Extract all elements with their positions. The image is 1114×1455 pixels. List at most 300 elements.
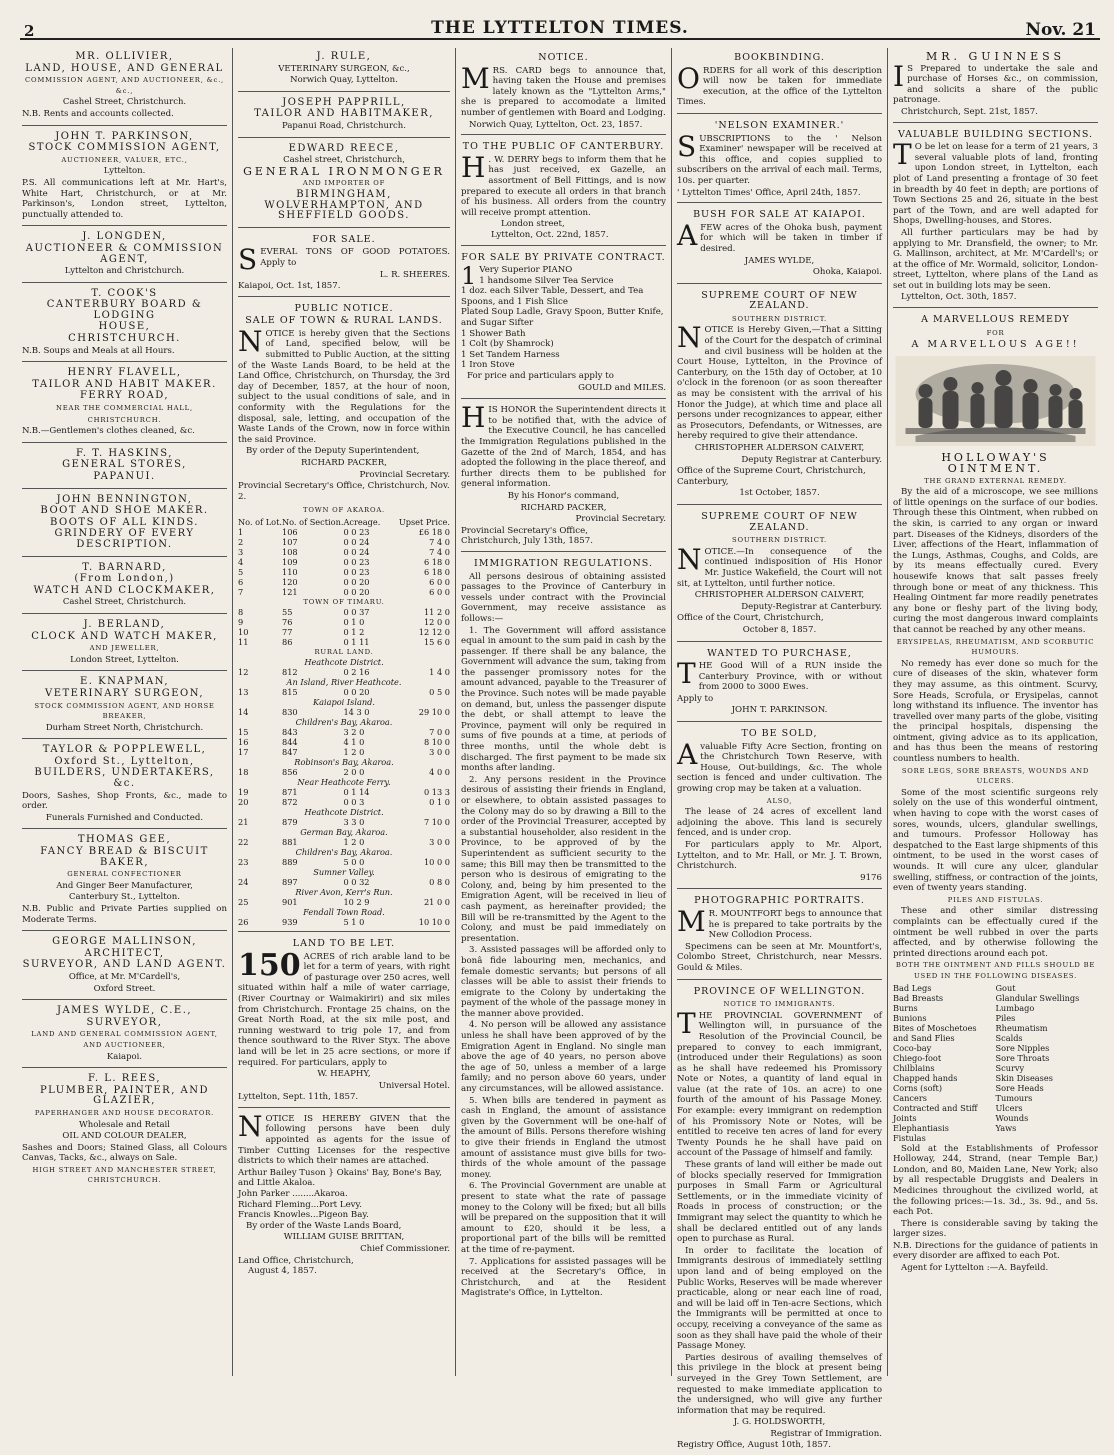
ad-line: BOOT AND SHOE MAKER.: [40, 505, 209, 517]
disease-name: Bad Breasts: [893, 992, 944, 1003]
table-cell: 12 12 0: [418, 626, 450, 637]
ad-heading: PROVINCE OF WELLINGTON.: [693, 985, 866, 997]
ad-heading: BUSH FOR SALE AT KAIAPOI.: [693, 209, 866, 221]
drop-cap: N: [677, 542, 702, 576]
ad-body: No remedy has ever done so much for the cure of diseases of the skin, whatever form they may assume, as this ointment. Scurvy, Sore Heads, Scrofula, or Erysipelas, cannot long withstand its influence. The inventor has travelled over many parts of the globe, visiting the principal hospitals, dispensing the ointment, giving advice as to its application, and has thus been the means of restoring countless numbers to health.: [893, 658, 1098, 765]
ad-land-to-be-let: [238, 934, 450, 1108]
ad-role: Provincial Secretary.: [575, 514, 666, 525]
ad-address: Durham Street North, Christchurch.: [45, 722, 204, 733]
table-cell: 0 13 3: [423, 786, 450, 797]
disease-name: Glandular Swellings: [995, 992, 1080, 1003]
ad-small: LAND AND GENERAL COMMISSION AGENT, AND AUCTIONEER,: [31, 1030, 218, 1049]
drop-cap: S: [238, 243, 258, 277]
table-row: [238, 587, 450, 597]
ad-heading: IMMIGRATION REGULATIONS.: [474, 557, 653, 569]
table-cell: £6 18 0: [418, 526, 450, 537]
business-card: [22, 228, 227, 282]
ad-mr-guinness: [893, 48, 1098, 123]
ad-immigration-regulations: [461, 554, 666, 1304]
table-cell: 21 0 0: [423, 896, 450, 907]
ad-note: N.B. Soups and Meals at all Hours.: [22, 345, 175, 356]
table-cell: 77: [281, 626, 293, 637]
table-row: [893, 1043, 1098, 1053]
ad-address: Norwich Quay, Lyttelton, Oct. 23, 1857.: [469, 119, 643, 130]
disease-name: Chiego-foot: [893, 1052, 942, 1063]
ad-signature: JOHN T. PARKINSON.: [731, 705, 828, 716]
ad-small: GENERAL CONFECTIONER: [67, 870, 182, 879]
ad-body: These grants of land will either be made out of blocks specially reserved for Immigration purposes in Small Farm or Agricultural Settlements, or in the immediate vicinity of Roads in process of construction; or the Immigrant may select the quantity to which he shall be declared entitled out of any lands open to purchase as Rural.: [677, 1160, 882, 1245]
ad-body: N.B. Directions for the guidance of patients in every disorder are affixed to each Pot.: [893, 1240, 1098, 1262]
notice-photo: [677, 891, 882, 979]
advertiser-name: E. KNAPMAN,: [79, 676, 170, 688]
ad-role: Provincial Secretary.: [359, 469, 450, 480]
ad-role: Deputy Registrar at Canterbury.: [741, 454, 882, 465]
notice-court1: [677, 286, 882, 505]
place-name: Heathcote District.: [304, 656, 384, 667]
drop-cap: N: [238, 324, 263, 358]
ad-signature: WILLIAM GUISE BRITTAN,: [283, 1232, 405, 1243]
table-cell: 0 0 20: [343, 586, 370, 597]
table-cell: 10 0 0: [423, 856, 450, 867]
disease-name: Wounds: [995, 1112, 1029, 1123]
ad-body: R. MOUNTFORT begs to announce that he is prepared to take portraits by the New Collodion Process.: [708, 908, 882, 941]
table-row: [238, 607, 450, 617]
ad-address: Cashel Street, Christchurch.: [62, 97, 187, 108]
ad-address: Norwich Quay, Lyttelton.: [290, 75, 398, 86]
table-row: [893, 1133, 1098, 1143]
disease-name: Tumours: [995, 1092, 1033, 1103]
table-cell: 86: [281, 636, 293, 647]
ad-line: GENERAL IRONMONGER: [243, 164, 445, 178]
advertiser-name: J. BERLAND,: [83, 618, 166, 630]
ad-role: Chief Commissioner.: [360, 1244, 450, 1254]
agent-list-item: Arthur Bailey Tuson } Okains' Bay, Bone's Bay, and Little Akaloa.: [238, 1167, 442, 1189]
ad-body: Sold at the Establishments of Professor Holloway, 244, Strand, (near Temple Bar,) London, and 80, Maiden Lane, New York; also by all respectable Druggists and Dealers in Medicines throughout the civilized world, at the following prices:—1s. 3d., 3s. 9d., and 5s. each Pot.: [893, 1143, 1098, 1218]
sale-item: 1 Set Tandem Harness: [461, 349, 560, 360]
table-cell: 7 4 0: [429, 546, 450, 557]
table-row: [893, 1013, 1098, 1023]
table-cell: 14: [238, 706, 249, 717]
ad-signature: RICHARD PACKER,: [520, 502, 607, 513]
table-cell: 0 0 37: [343, 606, 370, 617]
table-cell: 901: [281, 896, 298, 907]
ad-timber-licenses: [238, 1110, 450, 1281]
ad-holloways-ointment: [893, 310, 1098, 1278]
ad-office: Land Office, Christchurch,: [238, 1255, 354, 1266]
table-cell: 12: [238, 666, 249, 677]
table-cell: 5: [238, 566, 244, 577]
table-row: [238, 877, 450, 887]
ad-body-block: [677, 657, 882, 693]
place-name: Children's Bay, Akaroa.: [295, 846, 393, 857]
ad-line: VETERINARY SURGEON, &c.,: [278, 63, 410, 74]
table-cell: 55: [281, 606, 293, 617]
ad-small: ALSO,: [766, 796, 793, 805]
drop-cap: M: [461, 61, 490, 95]
drop-cap: 150: [238, 947, 301, 983]
ad-line: GENERAL STORES,: [62, 459, 187, 471]
table-row: [893, 1123, 1098, 1133]
place-name: Near Heathcote Ferry.: [297, 776, 391, 787]
ad-office: Office of the Court, Christchurch,: [677, 613, 824, 624]
ad-line: CANTERBURY BOARD & LODGING: [46, 299, 203, 321]
ad-line: ARCHITECT,: [84, 947, 165, 959]
table-cell: 4: [238, 556, 244, 567]
ad-line: CHRISTCHURCH.: [68, 333, 181, 345]
table-cell: 5 0 0: [343, 856, 365, 867]
ad-note: N.B.—Gentlemen's clothes cleaned, &c.: [22, 426, 195, 437]
column-rule: [232, 48, 233, 1376]
drop-cap: I: [893, 59, 905, 93]
ad-signature: L. R. SHEERES.: [379, 269, 450, 280]
ad-address: London Street, Lyttelton.: [70, 654, 179, 665]
ad-heading: MR. GUINNESS: [925, 50, 1066, 63]
table-cell: 0 0 20: [343, 686, 370, 697]
table-place-row: [238, 717, 450, 727]
sale-item: 1 Iron Stove: [461, 360, 515, 371]
disease-name: Sore Throats: [995, 1052, 1050, 1063]
table-cell: 0 0 24: [343, 546, 370, 557]
issue-date: Nov. 21: [1025, 20, 1096, 40]
sale-item: Very Superior PIANO: [479, 265, 573, 276]
table-cell: 106: [281, 526, 298, 537]
table-place-row: [238, 657, 450, 667]
business-card: [22, 673, 227, 739]
place-name: Fendall Town Road.: [303, 906, 385, 917]
regulation-paragraph: All persons desirous of obtaining assisted passages to the Province of Canterbury in vessels under contract with the Provincial Government, may receive assistance as follows:—: [461, 571, 666, 624]
ad-subheading: SORE LEGS, SORE BREASTS, WOUNDS AND ULCERS.: [901, 766, 1090, 786]
ad-body: Specimens can be seen at Mr. Mountfort's, Colombo Street, Christchurch, near Messrs. Gould & Miles.: [677, 941, 882, 973]
place-name: Robinson's Bay, Akaroa.: [294, 756, 394, 767]
business-card: [22, 445, 227, 489]
ad-address: Oxford Street.: [93, 983, 156, 994]
table-cell: 14 3 0: [343, 706, 370, 717]
ad-office: Office of the Supreme Court, Christchurch, Canterbury,: [677, 466, 866, 487]
table-cell: 0 2 16: [343, 666, 370, 677]
ad-heading: 'NELSON EXAMINER.': [714, 119, 845, 131]
table-row: [238, 577, 450, 587]
ad-heading: PUBLIC NOTICE.: [294, 302, 394, 314]
ad-line: BOOTS OF ALL KINDS.: [50, 516, 199, 528]
notice-well: [677, 982, 882, 1455]
table-cell: 17: [238, 746, 249, 757]
table-header: Upset Price.: [398, 516, 450, 527]
agent-list-item: John Parker ........Akaroa.: [238, 1189, 348, 1200]
table-cell: 830: [281, 706, 298, 717]
ad-body: valuable Fifty Acre Section, fronting on the Christchurch Town Reserve, with House, Out-buildings, &c. The whole section is fenced and under cultivation. The growing crop may be taken at a valuation.: [677, 741, 882, 795]
notice-nelson: [677, 116, 882, 203]
table-cell: 7 0 0: [429, 726, 450, 737]
table-cell: 3 0 0: [429, 836, 450, 847]
notice-bush: [677, 205, 882, 284]
regulation-paragraph: 7. Applications for assisted passages will be received at the Secretary's Office, in Christchurch, and at the Resident Magistrate's Office, in Lyttelton.: [461, 1256, 666, 1299]
ad-small: COMMISSION AGENT, AND AUCTIONEER, &c., &c.,: [24, 76, 225, 95]
table-cell: 1 4 0: [429, 666, 450, 677]
ad-office: Registry Office, August 10th, 1857.: [677, 1440, 831, 1451]
ad-signature: CHRISTOPHER ALDERSON CALVERT,: [694, 443, 865, 453]
ad-note: Sashes and Doors; Stained Glass, all Colours Canvas, Tacks, &c., always on Sale.: [22, 1142, 227, 1164]
ad-heading: A MARVELLOUS AGE!!: [911, 339, 1080, 351]
column-land-notices: [234, 48, 454, 1376]
ad-date: Lyttelton, Sept. 11th, 1857.: [238, 1092, 359, 1103]
table-place-row: [238, 697, 450, 707]
ad-private-contract: [461, 248, 666, 400]
ad-small: AUCTIONEER, VALUER, ETC.,: [61, 155, 188, 164]
disease-name: Elephantiasis: [893, 1122, 949, 1133]
table-place-row: [238, 757, 450, 767]
ad-body-block: [677, 1006, 882, 1159]
table-row: [238, 707, 450, 717]
ad-h-w-derry: [461, 137, 666, 245]
table-cell: 6 0 0: [429, 576, 450, 587]
table-cell: 0 1 11: [343, 636, 370, 647]
table-cell: 7 10 0: [423, 816, 450, 827]
table-row: [238, 727, 450, 737]
table-cell: 24: [238, 876, 249, 887]
table-cell: 15: [238, 726, 249, 737]
ad-line: TAILOR AND HABITMAKER,: [254, 108, 434, 120]
table-cell: 0 0 20: [343, 576, 370, 587]
table-cell: 10 2 9: [343, 896, 370, 907]
ad-heading: VALUABLE BUILDING SECTIONS.: [897, 128, 1094, 140]
ad-small: HIGH STREET AND MANCHESTER STREET, CHRISTCHURCH.: [32, 1165, 217, 1185]
table-cell: 9: [238, 616, 244, 627]
ad-body: O be let on lease for a term of 21 years, 3 several valuable plots of land, fronting upon London street, in Lyttelton, each plot of Land presenting a frontage of 30 feet in breadth by 40 feet in depth; are portions of Town Sections 25 and 26, situate in the best part of the Town, and are well adapted for Shops, Dwelling-houses, and Stores.: [893, 142, 1098, 227]
table-row: [238, 767, 450, 777]
page-number: 2: [24, 22, 35, 40]
table-row: [238, 787, 450, 797]
table-row: [893, 993, 1098, 1003]
drop-cap: A: [677, 218, 698, 252]
table-row: [238, 837, 450, 847]
table-header: No. of Section.: [281, 516, 344, 527]
ad-date: Christchurch, July 13th, 1857.: [461, 536, 593, 547]
disease-name: Joints: [893, 1112, 917, 1123]
newspaper-title: THE LYTTELTON TIMES.: [431, 18, 689, 38]
ad-building-sections: [893, 125, 1098, 309]
table-cell: 847: [281, 746, 298, 757]
business-card: [22, 1070, 227, 1191]
table-cell: 1 2 0: [343, 746, 365, 757]
table-cell: 889: [281, 856, 298, 867]
sale-item: 1 doz. each Silver Table, Dessert, and Tea Spoons, and 1 Fish Slice: [461, 286, 644, 307]
drop-cap: M: [677, 904, 706, 938]
ad-body-block: [677, 542, 882, 589]
table-place-row: [238, 777, 450, 787]
business-card: [22, 559, 227, 614]
table-cell: 843: [281, 726, 298, 737]
column-immigration: [457, 48, 670, 1376]
table-cell: 21: [238, 816, 249, 827]
table-cell: 7 4 0: [429, 536, 450, 547]
table-row: [893, 1023, 1098, 1033]
business-card: [22, 48, 227, 126]
ad-mrs-card: [461, 48, 666, 135]
ad-line: Oxford St., Lyttelton,: [54, 755, 195, 767]
ad-date: Kaiapoi, Oct. 1st, 1857.: [238, 281, 341, 292]
advertiser-name: T. BARNARD,: [82, 561, 167, 573]
table-cell: 0 1 0: [343, 616, 365, 627]
ad-line: FANCY BREAD & BISCUIT BAKER,: [40, 846, 209, 868]
table-row: [893, 983, 1098, 993]
table-row: [238, 667, 450, 677]
ad-address: Kaiapoi.: [106, 1051, 143, 1062]
disease-name: Bad Legs: [893, 982, 932, 993]
table-cell: 0 1 0: [429, 796, 450, 807]
disease-name: Piles: [995, 1012, 1016, 1023]
table-cell: 8 10 0: [423, 736, 450, 747]
table-cell: 110: [281, 566, 298, 577]
ad-line: PLUMBER, PAINTER, AND GLAZIER,: [39, 1084, 210, 1107]
table-place-row: [238, 867, 450, 877]
table-cell: 13: [238, 686, 249, 697]
ad-role: Deputy-Registrar at Canterbury.: [741, 601, 882, 612]
ad-small: SOUTHERN DISTRICT.: [731, 536, 828, 545]
ad-note: N.B. Rents and accounts collected.: [22, 108, 174, 119]
disease-name: Ulcers: [995, 1102, 1023, 1113]
advertiser-name: JOSEPH PAPPRILL,: [282, 96, 406, 108]
table-cell: 5 1 0: [343, 916, 365, 927]
ad-signature: W. HEAPHY,: [317, 1069, 371, 1080]
table-cell: 29 10 0: [418, 706, 450, 717]
regulation-paragraph: 2. Any persons resident in the Province desirous of assisting their friends in England, or elsewhere, to obtain assisted passages to the Colony may do so by drawing a Bill to the order of the Provincial Treasurer, accepted by a substantial householder, also resident in the Province, to be approved of by the Superintendent as sufficient security to the same; this Bill may then be transmitted to the person who is desirous of emigrating to the Colony, and, being by him presented to the Emigration Agent, will be received in lieu of cash payment, as hereinafter provided; the Bill will be re-transmitted by the Agent to the Colony, and must be paid immediately on presentation.: [461, 774, 666, 944]
table-cell: 109: [281, 556, 298, 567]
table-cell: 879: [281, 816, 298, 827]
ad-line: BIRMINGHAM, WOLVERHAMPTON, AND SHEFFIELD GOODS.: [264, 188, 424, 222]
table-row: [238, 547, 450, 557]
ad-subheading: PILES AND FISTULAS.: [947, 895, 1044, 904]
ad-line: SURVEYOR,: [86, 1016, 163, 1028]
business-card: [22, 616, 227, 671]
regulation-paragraph: 1. The Government will afford assistance equal in amount to the sum paid in cash by the passenger. If there shall be any balance, the Government will advance the sum, taking from the passenger promissory notes for the amount advanced, payable to the Treasurer of the Province. Such notes will be made payable on demand, but, unless the passenger dispute the debt, or shall attempt to leave the Province, payment will only be required in sums of five pounds at a time, at periods of three months, until the whole debt is discharged. The first payment to be made six months after landing.: [461, 625, 666, 774]
table-cell: 8: [238, 606, 244, 617]
advertiser-name: J. RULE,: [316, 51, 372, 62]
table-row: [893, 1083, 1098, 1093]
ad-small: THE GRAND EXTERNAL REMEDY.: [924, 476, 1067, 485]
table-cell: 76: [281, 616, 293, 627]
table-cell: 815: [281, 686, 298, 697]
table-row: [238, 567, 450, 577]
ad-line: SURVEYOR, AND LAND AGENT.: [22, 959, 227, 971]
table-cell: 22: [238, 836, 249, 847]
place-name: River Avon, Kerr's Run.: [295, 886, 393, 897]
land-lots-table: [238, 517, 450, 927]
advertiser-name: TAYLOR & POPPLEWELL,: [42, 744, 207, 756]
advertiser-name: J. LONGDEN,: [82, 231, 167, 243]
ad-reference: 9176: [860, 872, 882, 883]
table-cell: 10 10 0: [418, 916, 450, 927]
ad-body: These and other similar distressing complaints can be effectually cured if the ointment be well rubbed in over the parts affected, and by otherwise following the printed directions around each pot.: [893, 906, 1098, 959]
table-cell: 4 1 0: [343, 736, 365, 747]
disease-name: Sore Nipples: [995, 1042, 1050, 1053]
ad-body: . W. DERRY begs to inform them that he has just received, ex Gazelle, an assortment of Bell Fittings, and is now prepared to execute all orders in that branch of his business. All orders from the country will receive prompt attention.: [461, 154, 666, 218]
table-cell: 3 3 0: [343, 816, 365, 827]
table-cell: 11 2 0: [423, 606, 450, 617]
table-row: [893, 1003, 1098, 1013]
ad-joseph-papprill: [238, 94, 450, 138]
place-name: Heathcote District.: [304, 806, 384, 817]
business-card: [22, 741, 227, 829]
drop-cap: T: [893, 138, 912, 172]
ad-note: P.S. All communications left at Mr. Hart's, White Hart, Christchurch, or at Mr. Parkinson's, London street, Lyttelton, punctually attended to.: [22, 177, 227, 220]
ad-heading: A MARVELLOUS REMEDY: [921, 314, 1070, 326]
ad-small: PAPERHANGER AND HOUSE DECORATOR.: [34, 1108, 215, 1117]
disease-name: Gout: [995, 982, 1016, 993]
ad-address: Canterbury St., Lyttelton.: [69, 892, 180, 903]
ad-date: Lyttelton, Oct. 22nd, 1857.: [491, 229, 609, 240]
table-row: [238, 557, 450, 567]
table-row: [238, 537, 450, 547]
ad-body: There is considerable saving by taking the larger sizes.: [893, 1218, 1098, 1240]
ad-body: In order to facilitate the location of Immigrants desirous of immediately settling upon land and of being employed on the Public Works, Reserves will be made wherever practicable, along or near each line of road, and will be laid off in Ten-acre Sections, which the Immigrants will be permitted at once to occupy, receiving a conveyance of the same as soon as they shall have paid the whole of their Passage Money.: [677, 1245, 882, 1352]
ad-small: AND IMPORTER OF: [302, 179, 386, 188]
advertiser-name: THOMAS GEE,: [77, 834, 172, 846]
business-card: [22, 831, 227, 931]
advertiser-name: F. T. HASKINS,: [76, 447, 173, 459]
drop-cap: H: [461, 401, 486, 435]
ad-body: For particulars apply to Mr. Alport, Lyttelton, and to Mr. Hall, or Mr. J. T. Brown, Christchurch.: [677, 840, 882, 872]
notice-wanted: [677, 644, 882, 723]
ad-role: Ohoka, Kaiapoi.: [812, 267, 882, 278]
ad-small: CHRISTCHURCH.: [87, 415, 162, 424]
table-cell: 20: [238, 796, 249, 807]
table-cell: 0 0 23: [343, 566, 370, 577]
table-place-row: [238, 827, 450, 837]
table-cell: 0 1 2: [343, 626, 365, 637]
ad-body: The lease of 24 acres of excellent land adjoining the above. This land is securely fenced, and is under crop.: [677, 807, 882, 839]
ad-date: Christchurch, Sept. 21st, 1857.: [901, 106, 1038, 117]
drop-cap: O: [677, 61, 700, 95]
ad-address: OIL AND COLOUR DEALER,: [62, 1131, 187, 1142]
engraving-illustration: [893, 356, 1098, 446]
place-name: Sumner Valley.: [313, 866, 375, 877]
table-place-row: [238, 887, 450, 897]
table-cell: 872: [281, 796, 298, 807]
ad-address: Cashel Street, Christchurch.: [62, 597, 187, 608]
place-name: German Bay, Akaroa.: [300, 826, 388, 837]
drop-cap: N: [677, 321, 702, 355]
ad-body: All further particulars may be had by applying to Mr. Dransfield, the owner; to Mr. G. Mallinson, architect, at Mr. M'Cardell's; or at the office of Mr. Wormald, solicitor, London-street, Lyttelton, where plans of the Land as set out in building lots may be seen.: [893, 227, 1098, 291]
table-cell: 6 18 0: [423, 566, 450, 577]
ad-heading: PHOTOGRAPHIC PORTRAITS.: [694, 895, 865, 907]
ad-address: Office, at Mr. M'Cardell's,: [68, 971, 181, 982]
table-place-row: [238, 907, 450, 917]
advertiser-name: F. L. REES,: [87, 1073, 162, 1085]
ad-address: Cashel street, Christchurch,: [283, 155, 405, 166]
ad-body: HE PROVINCIAL GOVERNMENT of Wellington will, in pursuance of the Resolution of the Provincial Council, be prepared to convey to each immigrant, (introduced under their Regulations) as soon as he shall have redeemed his Promissory Note or Notes, a quantity of land equal in value (at the rate of 10s. an acre) to one fourth of the amount of his Passage Money. For example: every immigrant on redemption of his Promissory Note or Notes, will be entitled to receive ten acres of land for every Twenty Pounds he he shall have paid on account of the Passage of himself and family.: [677, 1010, 882, 1159]
advertiser-name: HENRY FLAVELL,: [67, 367, 182, 379]
table-cell: 120: [281, 576, 298, 587]
sale-item: 1 Shower Bath: [461, 328, 526, 339]
ad-line: GRINDERY OF EVERY DESCRIPTION.: [54, 528, 195, 550]
ad-signature: J. G. HOLDSWORTH,: [733, 1417, 826, 1428]
ad-line: WATCH AND CLOCKMAKER,: [33, 584, 216, 596]
regulation-paragraph: 4. No person will be allowed any assistance unless he shall have been approved of by the Emigration Agent in England. No single man above the age of 40 years, no person above the age of 50, unless a member of a large family; and no person above 60 years, under any circumstances, will be allowed assistance.: [461, 1020, 666, 1095]
table-cell: 871: [281, 786, 298, 797]
disease-name: Rheumatism: [995, 1022, 1048, 1033]
ad-body: OTICE is Hereby Given,—That a Sitting of the Court for the despatch of criminal and civil business will be holden at the Court House, Lyttelton, in the Province of Canterbury, on the 15th day of October, at 10 o'clock in the forenoon (or as soon thereafter as may be consistent with the arrival of his Honor the Judge), at which time and place all persons under recognizances to appear, either as Prosecutors, Defendants, or Witnesses, are hereby required to give their attendance.: [677, 325, 882, 442]
ad-line: (From London,): [74, 573, 175, 585]
business-card: [22, 1002, 227, 1068]
table-cell: 6: [238, 576, 244, 587]
ad-note: ' Lyttelton Times' Office, April 24th, 1857.: [677, 187, 861, 198]
ad-office: Provincial Secretary's Office,: [461, 525, 588, 536]
column-holloway: [889, 48, 1102, 1376]
ad-potatoes-for-sale: [238, 230, 450, 297]
table-cell: 897: [281, 876, 298, 887]
regulation-paragraph: 3. Assisted passages will be afforded only to bonâ fide labouring men, mechanics, and female domestic servants; but persons of all classes will be able to assist their friends to emigrate to the Colony by undertaking the payment of the whole of the passage money in the manner above provided.: [461, 945, 666, 1019]
disease-name: Coco-bay: [893, 1042, 932, 1053]
